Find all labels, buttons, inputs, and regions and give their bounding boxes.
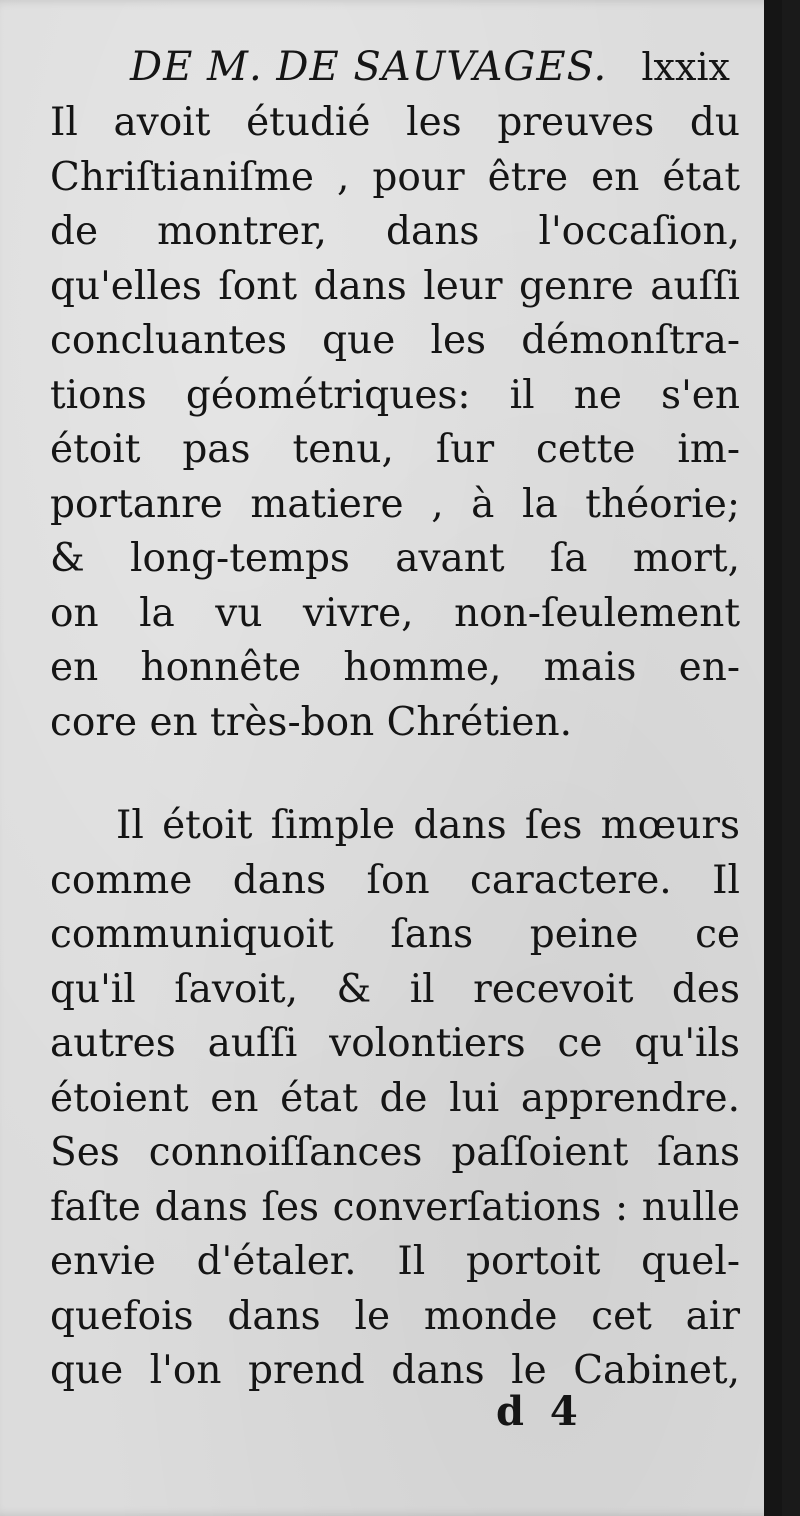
page-edge-shadow bbox=[764, 0, 782, 1516]
page-number: lxxix bbox=[641, 45, 730, 89]
text-line: Il avoit étudié les preuves du bbox=[50, 100, 740, 145]
running-title: DE M. DE SAUVAGES. bbox=[130, 44, 608, 90]
paragraph-1 bbox=[50, 96, 740, 750]
text-line: Ses connoiſſances paſſoient ſans bbox=[50, 1130, 740, 1175]
text-line: Chriſtianiſme , pour être en état bbox=[50, 154, 740, 200]
text-line: étoit pas tenu, ſur cette im- bbox=[50, 427, 740, 472]
text-line: Il étoit ſimple dans ſes mœurs bbox=[116, 803, 740, 848]
text-line: qu'il ſavoit, & il recevoit des bbox=[50, 966, 740, 1012]
text-line: & long-temps avant ſa mort, bbox=[50, 536, 740, 581]
text-line: en honnête homme, mais en- bbox=[50, 645, 740, 690]
text-line: qu'elles ſont dans leur genre auſſi bbox=[50, 263, 740, 309]
text-line: communiquoit ſans peine ce bbox=[50, 912, 740, 957]
text-line: étoient en état de lui apprendre. bbox=[50, 1075, 740, 1121]
text-line: que l'on prend dans le Cabinet, bbox=[50, 1348, 740, 1393]
text-line: portanre matiere , à la théorie; bbox=[50, 481, 740, 527]
text-line: concluantes que les démonſtra- bbox=[50, 318, 740, 363]
text-line: faſte dans ſes converſations : nulle bbox=[50, 1184, 740, 1230]
text-line: envie d'étaler. Il portoit quel- bbox=[50, 1239, 740, 1284]
running-header bbox=[130, 42, 730, 92]
paragraph-2 bbox=[50, 799, 740, 1399]
text-line: core en très-bon Chrétien. bbox=[50, 699, 573, 745]
text-line: comme dans ſon caractere. Il bbox=[50, 857, 740, 903]
text-line: quefois dans le monde cet air bbox=[50, 1293, 740, 1339]
text-line: on la vu vivre, non-ſeulement bbox=[50, 590, 740, 636]
signature-mark: d 4 bbox=[496, 1388, 584, 1435]
text-line: autres auſſi volontiers ce qu'ils bbox=[50, 1021, 740, 1066]
text-line: tions géométriques: il ne s'en bbox=[50, 372, 740, 418]
text-line: de montrer, dans l'occaſion, bbox=[50, 209, 740, 254]
